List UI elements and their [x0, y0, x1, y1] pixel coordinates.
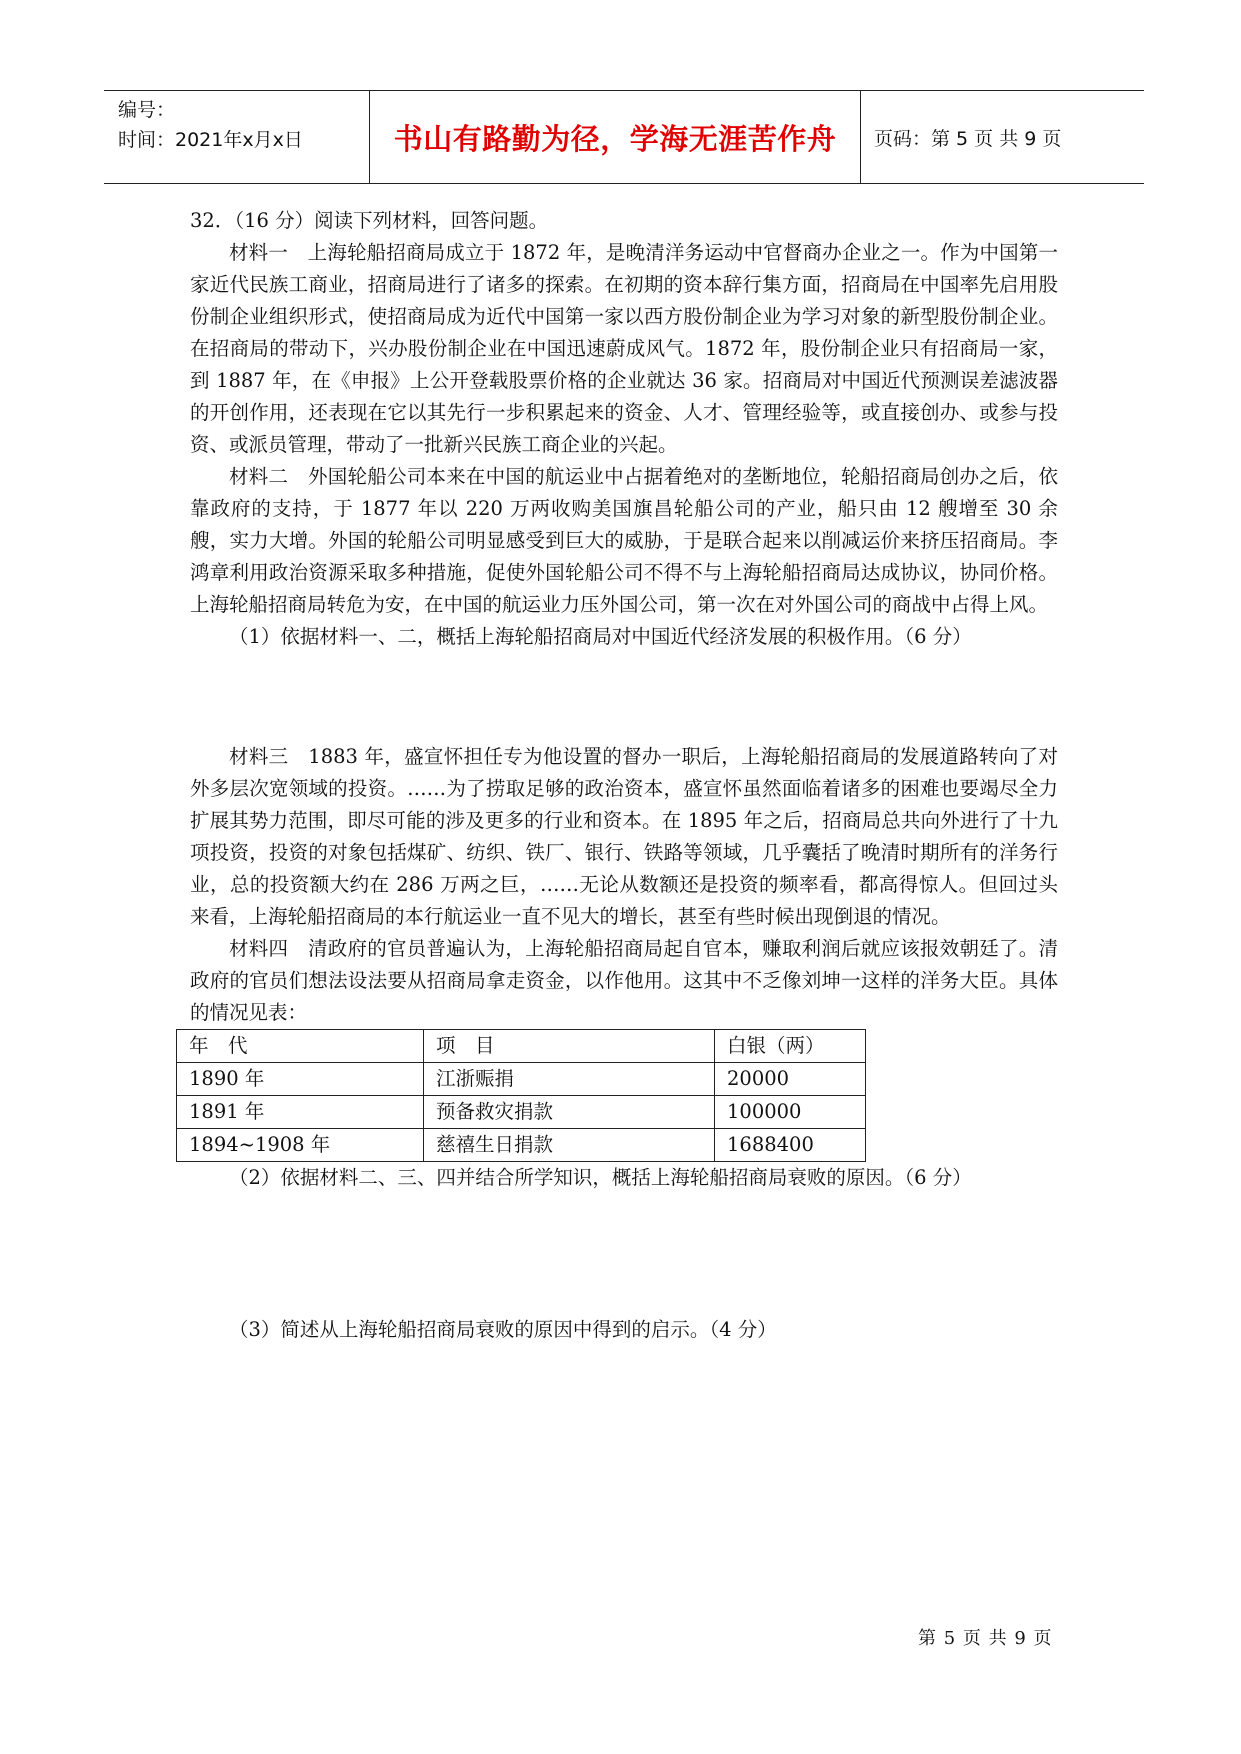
table-cell: 1890 年	[177, 1063, 424, 1096]
page-footer: 第 5 页 共 9 页	[918, 1628, 1053, 1649]
material-2: 材料二 外国轮船公司本来在中国的航运业中占据着绝对的垄断地位，轮船招商局创办之后，依靠政府的支持，于 1877 年以 220 万两收购美国旗昌轮船公司的产业，船只由 12 艘增至 30 余艘，实力大增。外国的轮船公司明显感受到巨大的威胁，于是联合起来以削减运价来挤压招商局。李鸿章利用政治资源采取多种措施，促使外国轮船公司不得不与上海轮船招商局达成协议，协同价格。上海轮船招商局转危为安，在中国的航运业力压外国公司，第一次在对外国公司的商战中占得上风。	[190, 465, 1058, 616]
table-header-cell: 项 目	[424, 1030, 715, 1063]
page-header	[104, 90, 1144, 184]
header-divider	[860, 91, 861, 183]
donation-table	[176, 1029, 866, 1162]
table-header-row	[177, 1030, 866, 1063]
table-row	[177, 1063, 866, 1096]
table-cell: 100000	[715, 1096, 866, 1129]
material-1: 材料一 上海轮船招商局成立于 1872 年，是晚清洋务运动中官督商办企业之一。作为中国第一家近代民族工商业，招商局进行了诸多的探索。在初期的资本辞行集方面，招商局在中国率先启用股份制企业组织形式，使招商局成为近代中国第一家以西方股份制企业为学习对象的新型股份制企业。在招商局的带动下，兴办股份制企业在中国迅速蔚成风气。1872 年，股份制企业只有招商局一家，到 1887 年，在《申报》上公开登载股票价格的企业就达 36 家。招商局对中国近代预测误差滤波器的开创作用，还表现在它以其先行一步积累起来的资金、人才、管理经验等，或直接创办、或参与投资、或派员管理，带动了一批新兴民族工商企业的兴起。	[190, 241, 1058, 456]
material-3: 材料三 1883 年，盛宣怀担任专为他设置的督办一职后，上海轮船招商局的发展道路转向了对外多层次宽领域的投资。……为了捞取足够的政治资本，盛宣怀虽然面临着诸多的困难也要竭尽全力扩展其势力范围，即尽可能的涉及更多的行业和资本。在 1895 年之后，招商局总共向外进行了十九项投资，投资的对象包括煤矿、纺织、铁厂、银行、铁路等领域，几乎囊括了晚清时期所有的洋务行业，总的投资额大约在 286 万两之巨，……无论从数额还是投资的频率看，都高得惊人。但回过头来看，上海轮船招商局的本行航运业一直不见大的增长，甚至有些时候出现倒退的情况。	[190, 745, 1058, 928]
table-header-cell: 年 代	[177, 1030, 424, 1063]
table-header-cell: 白银（两）	[715, 1030, 866, 1063]
table-cell: 1894~1908 年	[177, 1129, 424, 1162]
sub-question-1: （1）依据材料一、二，概括上海轮船招商局对中国近代经济发展的积极作用。（6 分）	[229, 625, 972, 648]
sub-question-3: （3）简述从上海轮船招商局衰败的原因中得到的启示。（4 分）	[229, 1318, 777, 1341]
material-4: 材料四 清政府的官员普遍认为，上海轮船招商局起自官本，赚取利润后就应该报效朝廷了。清政府的官员们想法设法要从招商局拿走资金，以作他用。这其中不乏像刘坤一这样的洋务大臣。具体的情况见表：	[190, 937, 1058, 1024]
table-cell: 1688400	[715, 1129, 866, 1162]
answer-space	[190, 1194, 1058, 1314]
answer-space	[190, 653, 1058, 741]
table-cell: 慈禧生日捐款	[424, 1129, 715, 1162]
question-body	[190, 205, 1058, 1346]
table-cell: 1891 年	[177, 1096, 424, 1129]
question-title: 32．（16 分）阅读下列材料，回答问题。	[190, 209, 549, 232]
header-meta	[118, 95, 358, 155]
table-cell: 江浙赈捐	[424, 1063, 715, 1096]
time-label: 时间：2021年x月x日	[118, 129, 303, 151]
table-cell: 20000	[715, 1063, 866, 1096]
number-label: 编号：	[118, 99, 176, 121]
header-page-info: 页码：第 5 页 共 9 页	[874, 127, 1062, 150]
sub-question-2: （2）依据材料二、三、四并结合所学知识，概括上海轮船招商局衰败的原因。（6 分）	[229, 1166, 972, 1189]
table-cell: 预备救灾捐款	[424, 1096, 715, 1129]
header-motto: 书山有路勤为径，学海无涯苦作舟	[393, 121, 837, 156]
table-row	[177, 1096, 866, 1129]
table-row	[177, 1129, 866, 1162]
